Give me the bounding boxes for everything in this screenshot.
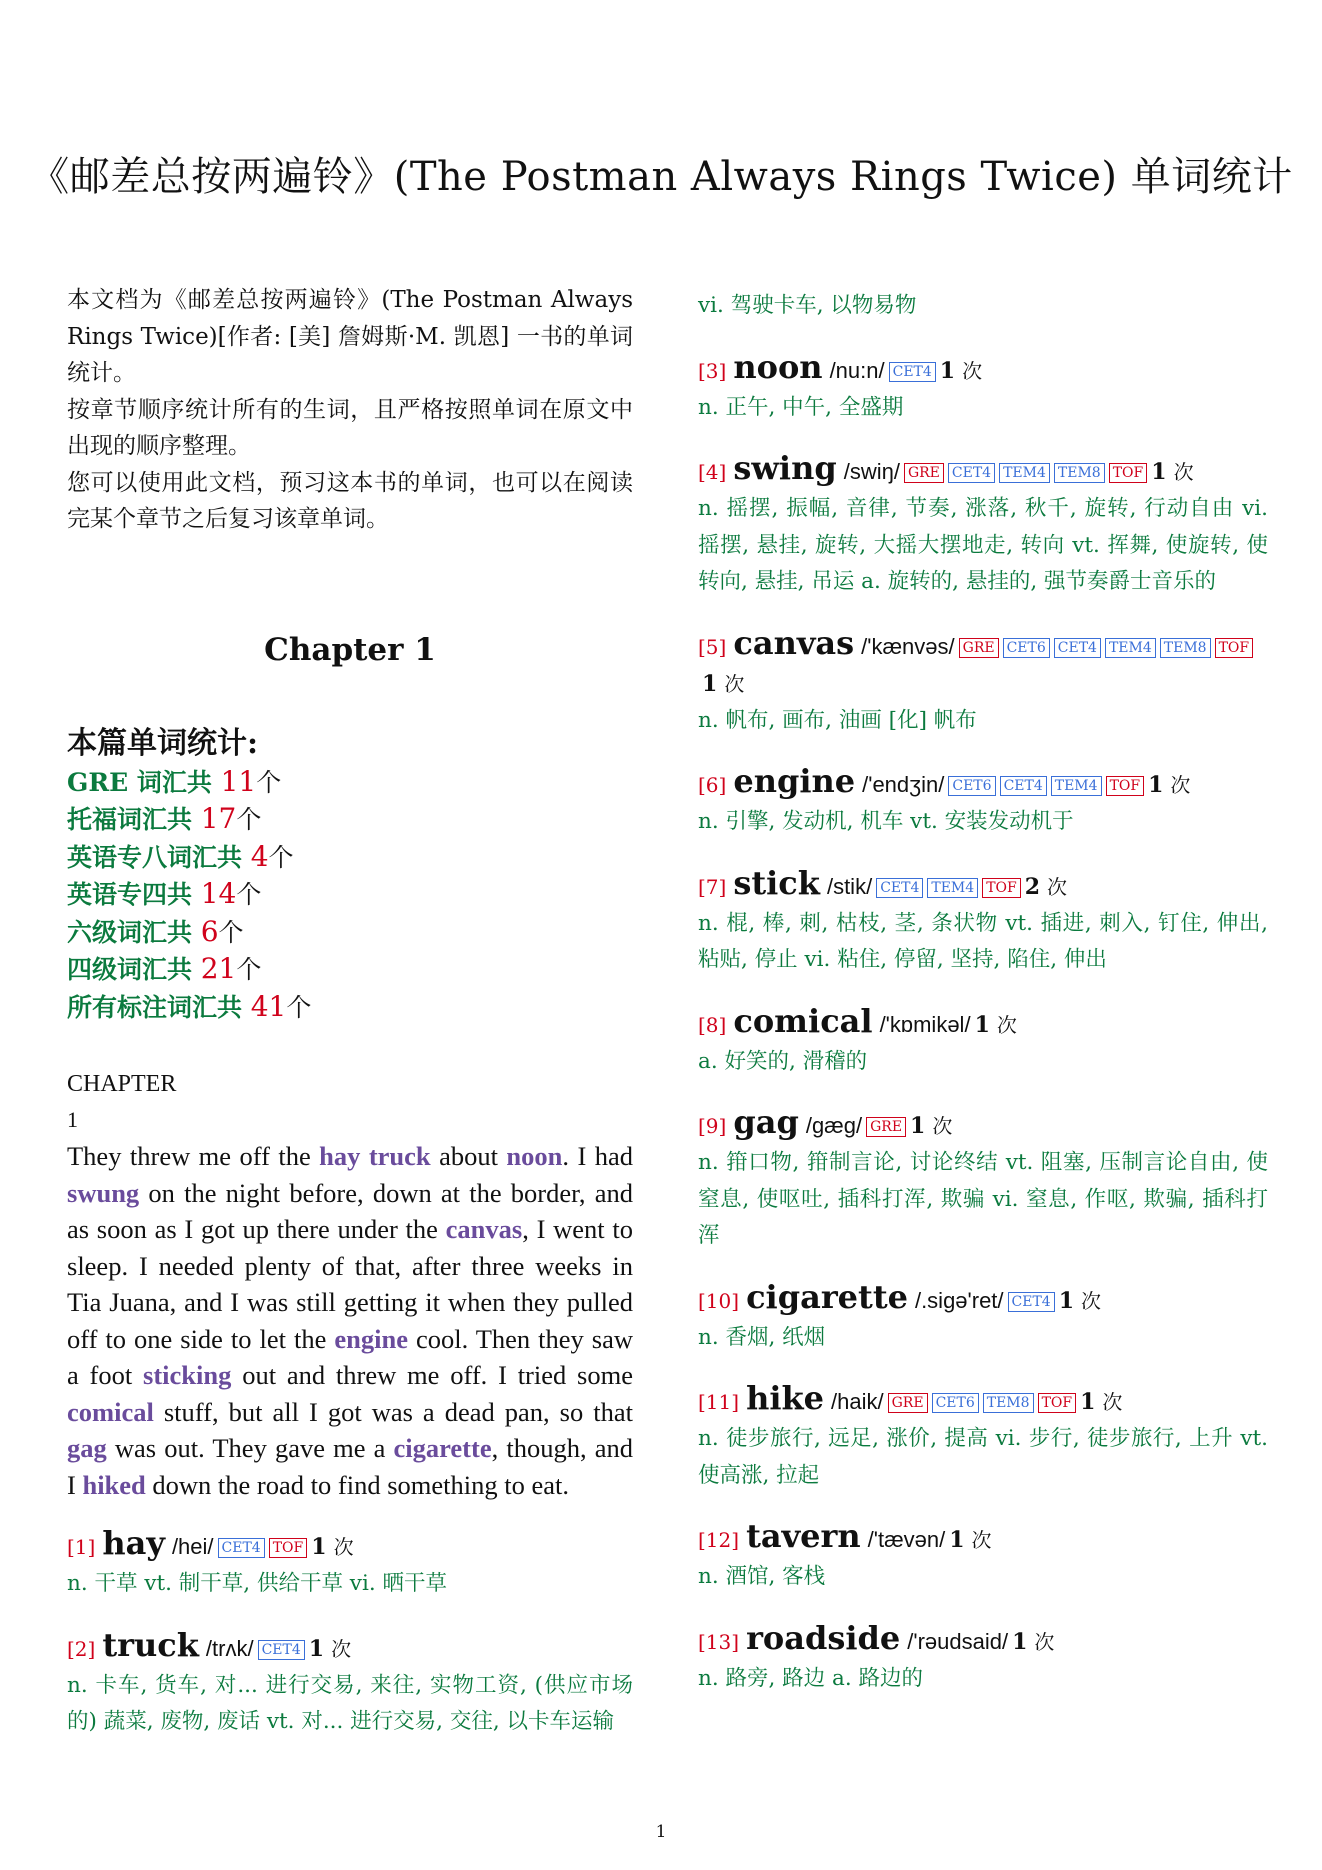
entry-definition: n. 卡车, 货车, 对... 进行交易, 来往, 实物工资, (供应市场的) 蔬菜, 废物, 废话 vt. 对... 进行交易, 交往, 以卡车运输 bbox=[67, 1672, 633, 1734]
exam-tag: TEM4 bbox=[999, 463, 1050, 483]
vocab-entry bbox=[67, 1525, 633, 1603]
stat-label: GRE 词汇共 bbox=[67, 767, 221, 797]
entry-index: [8] bbox=[698, 1012, 727, 1037]
entry-index: [6] bbox=[698, 773, 727, 797]
exam-tag: TEM4 bbox=[1105, 638, 1156, 658]
vocab-entry bbox=[698, 1279, 1268, 1357]
exam-tag: TEM4 bbox=[927, 878, 978, 898]
stat-label: 四级词汇共 bbox=[67, 955, 201, 984]
highlighted-word: comical bbox=[67, 1396, 154, 1427]
entry-count: 1 bbox=[974, 1011, 990, 1038]
exam-tag: CET6 bbox=[1003, 638, 1050, 658]
entry-count-unit: 次 bbox=[971, 1528, 992, 1552]
entry-count-unit: 次 bbox=[1173, 460, 1194, 484]
highlighted-word: sticking bbox=[143, 1360, 232, 1390]
entry-word: cigarette bbox=[746, 1277, 908, 1316]
entry-word: noon bbox=[733, 347, 823, 386]
stat-row bbox=[67, 876, 633, 914]
entry-count: 1 bbox=[308, 1635, 325, 1662]
intro-paragraph: 按章节顺序统计所有的生词，且严格按照单词在原文中出现的顺序整理。 bbox=[67, 396, 633, 459]
entry-definition: n. 正午, 中午, 全盛期 bbox=[698, 394, 904, 420]
vocab-list-right bbox=[698, 349, 1268, 1698]
entry-count: 2 bbox=[1024, 873, 1041, 900]
exam-tag: TEM8 bbox=[983, 1393, 1034, 1413]
entry-phonetic: /haik/ bbox=[831, 1389, 884, 1414]
highlighted-word: canvas bbox=[445, 1214, 523, 1244]
highlighted-word: cigarette bbox=[393, 1433, 492, 1463]
entry-index: [13] bbox=[698, 1629, 740, 1654]
highlighted-word: engine bbox=[334, 1323, 408, 1354]
exam-tag: TEM4 bbox=[1051, 776, 1102, 796]
entry-count: 1 bbox=[1151, 459, 1167, 485]
entry-definition: a. 好笑的, 滑稽的 bbox=[698, 1048, 868, 1074]
stat-count: 11 bbox=[220, 764, 257, 798]
exam-tag: GRE bbox=[959, 638, 999, 658]
vocab-entry bbox=[698, 349, 1268, 427]
stat-unit: 个 bbox=[286, 992, 312, 1022]
entry-word: gag bbox=[733, 1103, 799, 1141]
exam-tag: TEM8 bbox=[1160, 638, 1211, 658]
entry-word: comical bbox=[733, 1001, 873, 1040]
stats-title: 本篇单词统计: bbox=[67, 725, 259, 761]
entry-head bbox=[67, 1627, 633, 1668]
entry-count: 1 bbox=[1148, 772, 1164, 798]
entry-definition: n. 酒馆, 客栈 bbox=[698, 1564, 826, 1589]
entry-head bbox=[698, 763, 1268, 804]
chapter-heading: Chapter 1 bbox=[264, 631, 436, 668]
entry-head bbox=[67, 1525, 633, 1566]
stat-count: 17 bbox=[200, 802, 237, 835]
entry-definition: n. 路旁, 路边 a. 路边的 bbox=[698, 1665, 924, 1691]
entry-head bbox=[698, 865, 1268, 906]
entry-phonetic: /stik/ bbox=[826, 873, 873, 899]
highlighted-word: swung bbox=[67, 1177, 140, 1208]
passage-text: They threw me off the hay truck about noon. I had swung on the night before, down at the border, and as soon as I got up there under the canvas, I went to sleep. I needed plenty of that, after three weeks in Tia Juana, and I was still getting it when they pulled off to one side to let the engine cool. Then they saw a foot sticking out and threw me off. I tried some comical stuff, but all I got was a dead pan, so that gag was out. They gave me a cigarette, though, and I hiked down the road to find something to eat. bbox=[67, 1141, 633, 1500]
stat-count: 21 bbox=[200, 952, 237, 985]
vocab-entry bbox=[698, 1620, 1268, 1698]
stat-row bbox=[67, 989, 633, 1027]
stat-unit: 个 bbox=[256, 767, 282, 797]
entry-index: [5] bbox=[698, 634, 727, 659]
vocab-entry bbox=[698, 1003, 1268, 1081]
stat-row bbox=[67, 951, 633, 989]
entry-phonetic: /'tævən/ bbox=[867, 1527, 946, 1552]
stat-label: 托福词汇共 bbox=[67, 805, 201, 834]
entry-index: [7] bbox=[698, 874, 727, 899]
stat-unit: 个 bbox=[236, 805, 262, 834]
vocab-entry bbox=[698, 1380, 1268, 1494]
exam-tag: CET4 bbox=[889, 362, 936, 382]
stat-unit: 个 bbox=[236, 955, 262, 984]
entry-index: [12] bbox=[698, 1528, 740, 1552]
entry-count: 1 bbox=[702, 670, 718, 697]
entry-word: stick bbox=[733, 863, 820, 902]
stat-label: 英语专八词汇共 bbox=[67, 842, 251, 872]
entry-count: 1 bbox=[910, 1113, 926, 1139]
entry-index: [2] bbox=[67, 1636, 96, 1661]
entry-count-unit: 次 bbox=[1034, 1629, 1055, 1654]
entry-count-unit: 次 bbox=[1081, 1288, 1102, 1313]
entry-head bbox=[698, 1380, 1268, 1421]
stat-unit: 个 bbox=[218, 917, 244, 947]
exam-tag: TOF bbox=[1109, 463, 1148, 483]
exam-tag: GRE bbox=[888, 1393, 928, 1413]
exam-tag: CET4 bbox=[258, 1640, 305, 1660]
highlighted-word: gag bbox=[67, 1433, 107, 1463]
exam-tag: CET4 bbox=[1000, 776, 1047, 796]
intro bbox=[67, 282, 633, 538]
stat-row bbox=[67, 839, 633, 877]
entry-head bbox=[698, 1518, 1268, 1559]
entry-definition: n. 引擎, 发动机, 机车 vt. 安装发动机于 bbox=[698, 809, 1074, 834]
entry-word: roadside bbox=[746, 1618, 901, 1657]
entry-definition: n. 帆布, 画布, 油画 [化] 帆布 bbox=[698, 707, 977, 733]
vocab-entry bbox=[698, 625, 1268, 740]
entry-count-unit: 次 bbox=[333, 1535, 354, 1559]
passage-chapter-label: CHAPTER bbox=[67, 1071, 177, 1097]
stat-row bbox=[67, 801, 633, 839]
entry-phonetic: /hei/ bbox=[171, 1534, 214, 1559]
stat-unit: 个 bbox=[236, 880, 262, 909]
entry-index: [10] bbox=[698, 1288, 740, 1313]
entry-count: 1 bbox=[1012, 1628, 1028, 1655]
exam-tag: CET4 bbox=[876, 878, 923, 898]
stat-label: 六级词汇共 bbox=[67, 917, 201, 947]
entry-count-unit: 次 bbox=[1170, 773, 1191, 797]
exam-tag: TOF bbox=[269, 1538, 308, 1558]
entry-head bbox=[698, 349, 1268, 390]
entry-phonetic: /trʌk/ bbox=[205, 1635, 254, 1661]
stat-unit: 个 bbox=[268, 842, 294, 872]
entry-phonetic: /'endʒin/ bbox=[862, 772, 945, 797]
highlighted-word: hay bbox=[319, 1141, 361, 1171]
entry-definition: n. 徒步旅行, 远足, 涨价, 提高 vi. 步行, 徒步旅行, 上升 vt. 使高涨, 拉起 bbox=[698, 1426, 1268, 1488]
entry-count: 1 bbox=[1058, 1287, 1075, 1314]
passage-chapter-number: 1 bbox=[67, 1107, 78, 1132]
stat-count: 4 bbox=[250, 839, 269, 873]
entry-definition: n. 棍, 棒, 刺, 枯枝, 茎, 条状物 vt. 插进, 刺入, 钉住, 伸出, 粘贴, 停止 vi. 粘住, 停留, 坚持, 陷住, 伸出 bbox=[698, 910, 1268, 972]
entry-phonetic: /nu:n/ bbox=[829, 357, 885, 383]
highlighted-word: hiked bbox=[82, 1469, 146, 1500]
entry-index: [4] bbox=[698, 460, 727, 484]
vocab-entry bbox=[67, 1627, 633, 1741]
stat-label: 英语专四共 bbox=[67, 880, 201, 909]
entry-count: 1 bbox=[311, 1534, 327, 1560]
right-column bbox=[698, 288, 1268, 1697]
entry-definition: n. 摇摆, 振幅, 音律, 节奏, 涨落, 秋千, 旋转, 行动自由 vi. 摇摆, 悬挂, 旋转, 大摇大摆地走, 转向 vt. 挥舞, 使旋转, 使转向, 悬挂, 吊运 a. 旋转的, 悬挂的, 强节奏爵士音乐的 bbox=[698, 496, 1268, 594]
stat-count: 14 bbox=[200, 877, 237, 910]
exam-tag: CET4 bbox=[948, 463, 995, 483]
entry-head bbox=[698, 625, 1268, 703]
entry-definition: n. 干草 vt. 制干草, 供给干草 vi. 晒干草 bbox=[67, 1571, 447, 1596]
entry-index: [1] bbox=[67, 1535, 96, 1559]
entry-count-unit: 次 bbox=[1102, 1390, 1123, 1414]
intro-paragraph: 您可以使用此文档，预习这本书的单词，也可以在阅读完某个章节之后复习该章单词。 bbox=[67, 469, 633, 532]
exam-tag: GRE bbox=[904, 463, 944, 483]
entry-count-unit: 次 bbox=[962, 358, 983, 383]
entry-word: hike bbox=[746, 1379, 825, 1417]
exam-tag: CET4 bbox=[1008, 1292, 1055, 1312]
exam-tag: TOF bbox=[1215, 638, 1254, 658]
exam-tag: TOF bbox=[1038, 1393, 1077, 1413]
highlighted-word: truck bbox=[368, 1141, 431, 1171]
stats-list bbox=[67, 764, 633, 1027]
stat-row bbox=[67, 914, 633, 952]
entry-count: 1 bbox=[939, 357, 956, 384]
entry-head bbox=[698, 450, 1268, 491]
document-title: 《邮差总按两遍铃》(The Postman Always Rings Twice) 单词统计 bbox=[29, 154, 1293, 200]
exam-tag: TOF bbox=[982, 878, 1021, 898]
entry-word: truck bbox=[102, 1625, 199, 1664]
entry-count: 1 bbox=[949, 1527, 965, 1553]
entry-phonetic: /.sigə'ret/ bbox=[914, 1287, 1004, 1313]
entry-phonetic: /gæg/ bbox=[805, 1113, 863, 1138]
entry-definition: n. 香烟, 纸烟 bbox=[698, 1324, 826, 1350]
exam-tag: TOF bbox=[1106, 776, 1145, 796]
entry-count-unit: 次 bbox=[331, 1636, 352, 1661]
entry-count-unit: 次 bbox=[932, 1114, 953, 1138]
vocab-entry bbox=[698, 865, 1268, 979]
stat-count: 6 bbox=[200, 914, 219, 948]
entry-word: tavern bbox=[746, 1517, 861, 1555]
entry-index: [9] bbox=[698, 1114, 727, 1138]
entry-word: hay bbox=[102, 1524, 165, 1562]
vocab-entry bbox=[698, 1518, 1268, 1596]
entry-head bbox=[698, 1104, 1268, 1145]
vocab-entry bbox=[698, 450, 1268, 601]
entry-definition: n. 箝口物, 箝制言论, 讨论终结 vt. 阻塞, 压制言论自由, 使窒息, 使呕吐, 插科打浑, 欺骗 vi. 窒息, 作呕, 欺骗, 插科打浑 bbox=[698, 1150, 1268, 1248]
entry-count: 1 bbox=[1080, 1389, 1096, 1415]
entry-head bbox=[698, 1279, 1268, 1320]
stat-count: 41 bbox=[250, 989, 287, 1023]
entry-phonetic: /swiŋ/ bbox=[843, 459, 900, 484]
entry-phonetic: /'kænvəs/ bbox=[861, 633, 955, 659]
entry-word: swing bbox=[733, 449, 837, 487]
page-number: 1 bbox=[655, 1822, 667, 1842]
entry-word: canvas bbox=[733, 623, 855, 662]
entry-phonetic: /'kɒmikəl/ bbox=[879, 1011, 971, 1037]
entry-count-unit: 次 bbox=[1047, 874, 1068, 899]
vocab-list-left bbox=[67, 1525, 633, 1741]
continued-definition: vi. 驾驶卡车, 以物易物 bbox=[698, 293, 917, 318]
exam-tag: CET4 bbox=[218, 1538, 265, 1558]
entry-index: [11] bbox=[698, 1390, 740, 1414]
left-column bbox=[67, 282, 633, 1741]
entry-count-unit: 次 bbox=[724, 671, 745, 696]
vocab-entry bbox=[698, 763, 1268, 841]
vocab-entry bbox=[698, 1104, 1268, 1255]
entry-index: [3] bbox=[698, 358, 727, 383]
entry-head bbox=[698, 1003, 1268, 1044]
exam-tag: CET6 bbox=[932, 1393, 979, 1413]
entry-phonetic: /'rəudsaid/ bbox=[907, 1628, 1009, 1654]
exam-tag: CET4 bbox=[1054, 638, 1101, 658]
exam-tag: TEM8 bbox=[1054, 463, 1105, 483]
stat-label: 所有标注词汇共 bbox=[67, 992, 251, 1022]
entry-word: engine bbox=[733, 762, 856, 800]
intro-paragraph: 本文档为《邮差总按两遍铃》(The Postman Always Rings Twice)[作者: [美] 詹姆斯·M. 凯恩] 一书的单词统计。 bbox=[67, 287, 633, 386]
exam-tag: CET6 bbox=[948, 776, 995, 796]
stat-row bbox=[67, 764, 633, 802]
highlighted-word: noon bbox=[506, 1141, 563, 1171]
exam-tag: GRE bbox=[866, 1117, 906, 1137]
entry-count-unit: 次 bbox=[996, 1012, 1017, 1037]
entry-head bbox=[698, 1620, 1268, 1661]
